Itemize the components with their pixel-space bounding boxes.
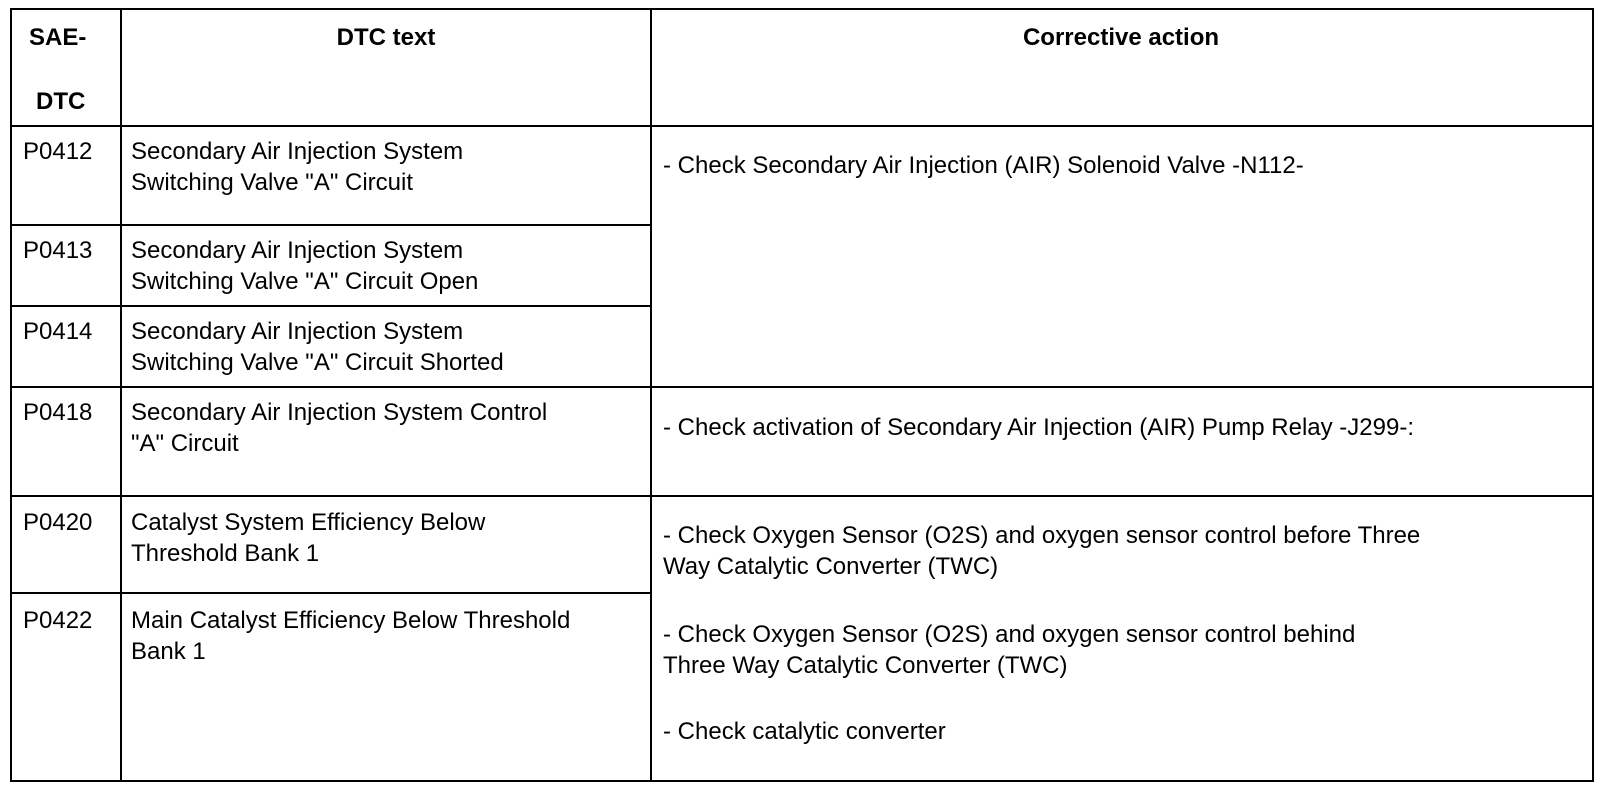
header-divider (12, 125, 1592, 127)
row-divider-p0418-p0420 (12, 495, 1592, 497)
action-o2s-behind-line1: - Check Oxygen Sensor (O2S) and oxygen sensor control behind (663, 621, 1356, 648)
row-divider-p0420-p0422 (12, 592, 650, 594)
row-divider-p0412-p0413 (12, 224, 650, 226)
dtc-code: P0418 (23, 399, 93, 426)
dtc-code: P0420 (23, 509, 93, 536)
action-pump-relay: - Check activation of Secondary Air Injection (AIR) Pump Relay -J299-: (663, 414, 1414, 441)
dtc-text-line1: Main Catalyst Efficiency Below Threshold (131, 607, 571, 634)
dtc-text-line2: "A" Circuit (131, 430, 239, 457)
action-o2s-before-line1: - Check Oxygen Sensor (O2S) and oxygen sensor control before Three (663, 522, 1421, 549)
row-divider-p0413-p0414 (12, 305, 650, 307)
dtc-table (10, 8, 1594, 782)
header-code-line2: DTC (36, 88, 86, 115)
dtc-text-line1: Secondary Air Injection System (131, 318, 464, 345)
dtc-code: P0414 (23, 318, 93, 345)
dtc-text-line2: Switching Valve "A" Circuit Open (131, 268, 479, 295)
dtc-code: P0412 (23, 138, 93, 165)
action-o2s-behind-line2: Three Way Catalytic Converter (TWC) (663, 652, 1068, 679)
action-o2s-before-line2: Way Catalytic Converter (TWC) (663, 553, 999, 580)
dtc-text-line2: Switching Valve "A" Circuit Shorted (131, 349, 504, 376)
action-catalytic: - Check catalytic converter (663, 718, 946, 745)
dtc-text-line2: Threshold Bank 1 (131, 540, 320, 567)
dtc-text-line2: Switching Valve "A" Circuit (131, 169, 414, 196)
dtc-text-line1: Secondary Air Injection System Control (131, 399, 548, 426)
action-air-valve: - Check Secondary Air Injection (AIR) Solenoid Valve -N112- (663, 152, 1304, 179)
row-divider-p0414-p0418 (12, 386, 1592, 388)
header-dtc-text: DTC text (336, 24, 436, 51)
dtc-text-line1: Catalyst System Efficiency Below (131, 509, 486, 536)
header-corrective-action: Corrective action (1022, 24, 1220, 51)
dtc-text-line2: Bank 1 (131, 638, 206, 665)
header-code-line1: SAE- (29, 24, 87, 51)
dtc-code: P0422 (23, 607, 93, 634)
dtc-text-line1: Secondary Air Injection System (131, 237, 464, 264)
dtc-code: P0413 (23, 237, 93, 264)
dtc-text-line1: Secondary Air Injection System (131, 138, 464, 165)
